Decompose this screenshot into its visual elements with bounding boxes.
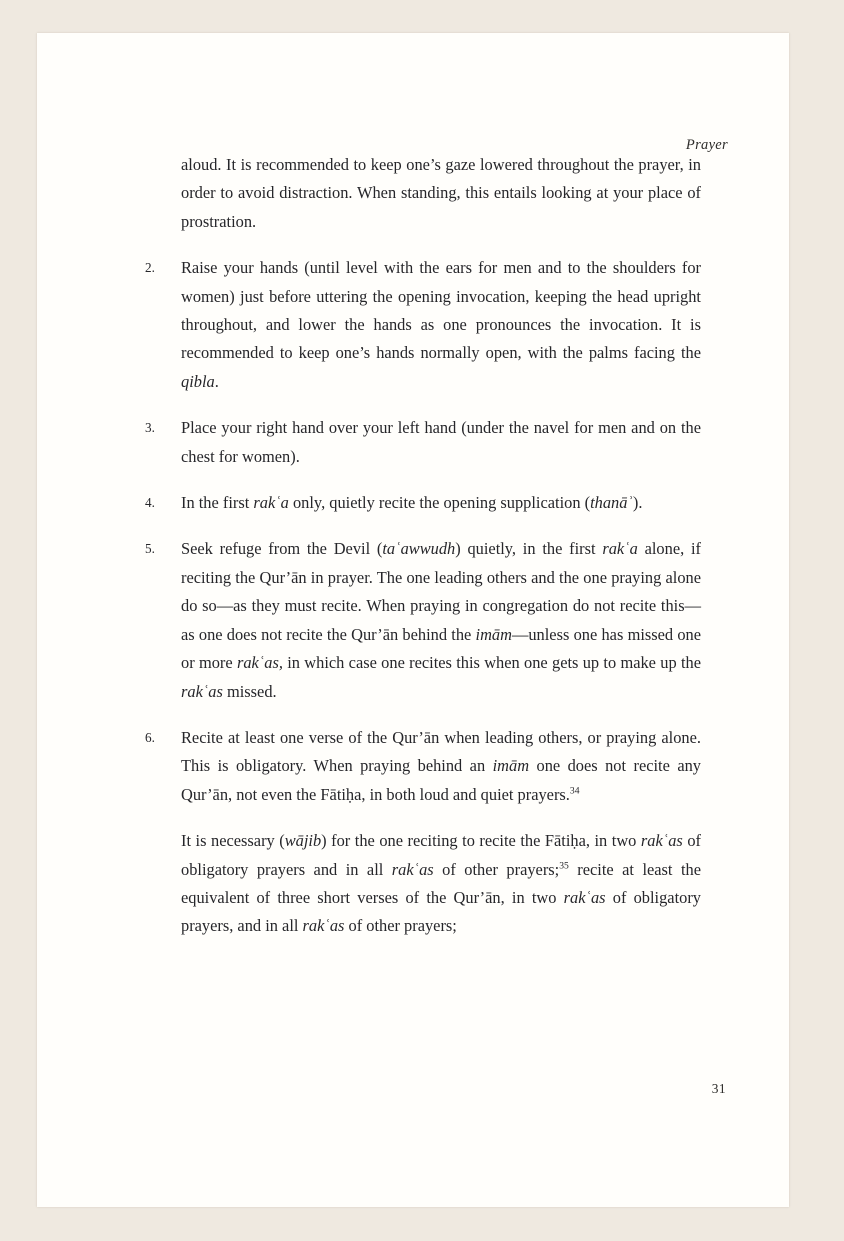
paragraph-closing (141, 827, 701, 941)
list-item-text-b: one does not recite any Qur’ān, not even the Fātiḥa, in both loud and quiet prayers. (181, 756, 701, 804)
list-item-text-d: —unless one has missed one or more (181, 624, 701, 673)
list-item-text: Seek refuge from the Devil ( (181, 539, 383, 559)
list-item-text: Recite at least one verse of the Qur’ān when leading others, or praying alone. This is obligatory. When praying behind an (181, 727, 701, 776)
paragraph-text-c: of obligatory prayers and in all (181, 831, 701, 879)
list-marker-3: 3. (145, 420, 155, 436)
paragraph-text: aloud. It is recommended to keep one’s gaze lowered throughout the prayer, in order to avoid distraction. When standing, this entails looking at your place of prostration. (181, 155, 701, 231)
italic-term-raka: rakʿa (602, 539, 638, 559)
list-marker-6: 6. (145, 729, 155, 745)
footnote-marker-35[interactable]: 35 (559, 860, 569, 872)
list-item-text-tail: ). (632, 493, 643, 513)
list-item-2 (141, 254, 701, 396)
italic-term-wajib: wājib (284, 831, 322, 851)
paragraph-text-g: of other prayers; (344, 916, 457, 936)
list-item-text: Raise your hands (until level with the ears for men and to the shoulders for women) just before uttering the opening invocation, keeping the head upright throughout, and lower the hands as one pronounces the invocation. It is recommended to keep one’s hands normally open, with the palms facing the (181, 258, 701, 363)
paragraph-text: It is necessary ( (181, 831, 285, 851)
paragraph-text-d: of other prayers; (433, 859, 560, 879)
list-item-text-e: in which case one recites this when one gets up to make up the (282, 653, 701, 673)
italic-term-taawwudh: taʿawwudh (382, 539, 456, 559)
book-page (37, 33, 789, 1207)
italic-term-thana: thanāʾ (590, 493, 633, 513)
italic-term-rakas: rakʿas (640, 831, 683, 851)
italic-term-imam: imām (475, 624, 512, 644)
italic-term-rakas-2: rakʿas (181, 681, 223, 701)
list-marker-5: 5. (145, 541, 155, 557)
paragraph-text-b: ) for the one reciting to recite the Fātiḥa, in two (321, 831, 641, 851)
paragraph-continuation (141, 151, 701, 236)
italic-term-rakas: rakʿas, (236, 653, 283, 673)
list-item-text-mid: only, quietly recite the opening supplication ( (288, 493, 591, 513)
italic-term-rakas-2: rakʿas (391, 859, 434, 879)
italic-term-qibla: qibla (181, 371, 215, 391)
list-item-text-f: missed. (222, 681, 277, 701)
list-item-6 (141, 724, 701, 809)
list-item-5 (141, 535, 701, 705)
italic-term-rakas-4: rakʿas (302, 916, 345, 936)
italic-term-rakas-3: rakʿas (563, 887, 606, 907)
list-item-text-c: alone, if reciting the Qur’ān in prayer. The one leading others and the one praying alone do so—as they must recite. When praying in congregation do not recite this—as one does not recite the Qur’ān behind the (181, 539, 701, 644)
list-marker-4: 4. (145, 495, 155, 511)
list-item-text-tail: . (214, 371, 219, 391)
paragraph-text-e: recite at least the equivalent of three short verses of the Qur’ān, in two (181, 859, 701, 907)
list-item-4 (141, 489, 701, 517)
footnote-marker-34[interactable]: 34 (569, 785, 580, 797)
list-marker-2: 2. (145, 260, 155, 276)
italic-term-imam: imām (492, 756, 530, 776)
list-item-text: In the first (181, 493, 254, 513)
page-body-text (141, 151, 701, 941)
page-number: 31 (711, 1081, 726, 1096)
list-item-3 (141, 414, 701, 471)
list-item-text: Place your right hand over your left hand (under the navel for men and on the chest for women). (181, 418, 701, 466)
list-item-text-b: ) quietly, in the first (455, 539, 603, 559)
running-head: Prayer (685, 137, 728, 153)
paragraph-text-f: of obligatory prayers, and in all (181, 887, 701, 936)
italic-term-raka: rakʿa (253, 493, 289, 513)
